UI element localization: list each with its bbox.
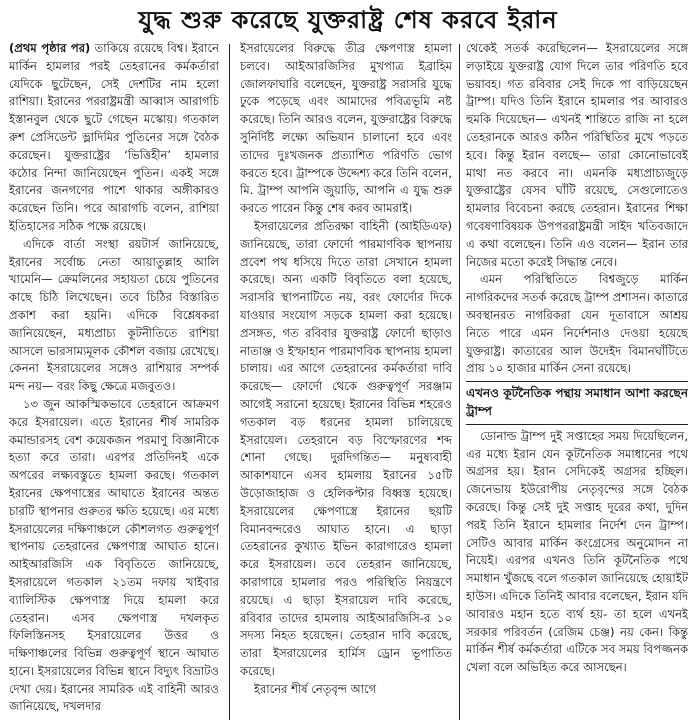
section-divider bbox=[466, 424, 688, 425]
page-headline: যুদ্ধ শুরু করেছে যুক্তরাষ্ট্র শেষ করবে ইরান bbox=[138, 6, 558, 34]
column-divider bbox=[459, 44, 460, 720]
paragraph: ইসরায়েলের বিরুদ্ধে তীব্র ক্ষেপণাস্ত্র হামলা চলবে। আইআরজিসির মুখপাত্র ইব্রাহিম জোলফাঘারি বলেছেন, যুক্তরাষ্ট্র সরাসরি যুদ্ধে ঢুকে পড়েছে এবং আমাদের পবিত্রভূমি নষ্ট করেছে। তিনি আরও বলেন, যুক্তরাষ্ট্রের বিরুদ্ধে সুনির্দিষ্ট লক্ষ্যে অভিযান চালানো হবে এবং তাদের দুঃখজনক প্রত্যাশিত পরিণতি ভোগ করতে হবে। ট্রাম্পকে উদ্দেশ্য করে তিনি বলেন, মি. ট্রাম্প আপনি জুয়াড়ি, আপনি এ যুদ্ধ শুরু করতে পারেন কিন্তু শেষ করব আমরাই। bbox=[240, 41, 452, 216]
paragraph: ইরানের শীর্ষ নেতৃবৃন্দ আগে bbox=[254, 681, 377, 696]
paragraph: থেকেই সতর্ক করেছিলেন— ইসরায়েলের সঙ্গে লড়াইয়ে যুক্তরাষ্ট্র যোগ দিলে তার পরিণতি হবে ভয়াবহ। গত রবিবার সেই দিকে পা বাড়িয়েছেন ট্রাম্প। যদিও তিনি ইরানে হামলার পর আবারও হুমকি দিয়েছেন— এখনই শান্তিতে রাজি না হলে তেহরানকে আরও কঠিন পরিস্থিতির মুখে পড়তে হবে। কিন্তু ইরান বলছে— তারা কোনোভাবেই মাথা নত করবে না। এমনকি মধ্যপ্রাচ্যজুড়ে যুক্তরাষ্ট্রের যেসব ঘাঁটি রয়েছে, সেগুলোতেও হামলার বিবেচনা করছে তেহরান। ইরানের শিক্ষা গবেষণাবিষয়ক উপপররাষ্ট্রমন্ত্রী সাইদ খতিবজাদে এ কথা বলেছেন। তিনি এও বলেন— ইরান তার নিজের মতো করেই সিদ্ধান্ত নেবে। bbox=[466, 41, 688, 269]
continuation-label: (প্রথম পৃষ্ঠার পর) bbox=[9, 41, 91, 55]
paragraph: ডোনাল্ড ট্রাম্প দুই সপ্তাহের সময় দিয়েছিলেন, এর মধ্যে ইরান যেন কূটনৈতিক সমাধানের পথে অগ্রসর হয়। ইরান সেদিকেই অগ্রসর হচ্ছিল। জেনেভায় ইউরোপীয় নেতৃবৃন্দের সঙ্গে বৈঠক করেছে। কিন্তু সেই দুই সপ্তাহ দূরের কথা, দুদিন পরই তিনি ইরানে হামলার নির্দেশ দেন ট্রাম্প। সেটিও আবার মার্কিন কংগ্রেসের অনুমোদন না নিয়েই। এরপর এখনও তিনি কূটনৈতিক পথে সমাধান খুঁজছে বলে গতকাল জানিয়েছে হোয়াইট হাউস। এদিকে তিনিই আবার বলেছেন, ইরান যদি আবারও মহান হতে ব্যর্থ হয়- তা হলে এখনই সরকার পরিবর্তন (রেজিম চেঞ্জ) নয় কেন। কিন্তু মার্কিন শীর্ষ কর্মকর্তারা এটিকে সব সময় বিপজ্জনক খেলা বলে অভিহিত করে আসছেন। bbox=[466, 428, 688, 675]
paragraph: ১৩ জুন আকস্মিকভাবে তেহরানে আক্রমণ করে ইসরায়েল। এতে ইরানের শীর্ষ সামরিক কমান্ডারসহ বেশ কয়েকজন পরমাণু বিজ্ঞানীকে হত্যা করে তারা। এরপর প্রতিদিনই একে অপরের লক্ষ্যবস্তুতে হামলা করছে। গতকাল ইরানের ক্ষেপণাস্ত্রের আঘাতে ইরানের অন্তত চারটি স্থাপনার গুরুতর ক্ষতি হয়েছে। এর মধ্যে ইসরায়েলের দক্ষিণাঞ্চলে কৌশলগত গুরুত্বপূর্ণ স্থাপনায় তেহরানের ক্ষেপণাস্ত্র আঘাত হানে। আইআরজিসি এক বিবৃতিতে জানিয়েছে, ইসরায়েলে গতকাল ২১তম দফায় খাইবার ব্যালিস্টিক ক্ষেপণাস্ত্র দিয়ে হামলা করে তেহরান। এসব ক্ষেপণাস্ত্র দখলকৃত ফিলিস্তিনসহ ইসরায়েলের উত্তর ও দক্ষিণাঞ্চলের বিভিন্ন গুরুত্বপূর্ণ স্থানে আঘাত হানে। ইসরায়েলের বিভিন্ন স্থানে বিদ্যুৎ বিভ্রাটও দেখা দেয়। ইরানের সামরিক এই বাহিনী আরও জানিয়েছে, দখলদার bbox=[9, 396, 219, 714]
paragraph: এমন পরিস্থিতিতে বিশ্বজুড়ে মার্কিন নাগরিকদের সতর্ক করেছে ট্রাম্প প্রশাসন। কাতারে অবস্থানরত নাগরিকরা যেন দূতাবাসে আশ্রয় নিতে পারে এমন নির্দেশনাও দেওয়া হয়েছে যুক্তরাষ্ট্র। কাতারের আল উদেইদ বিমানঘাঁটিতে প্রায় ১০ হাজার মার্কিন সেনা রয়েছে। bbox=[466, 272, 688, 376]
column-divider bbox=[229, 44, 230, 720]
article-column-1 bbox=[9, 40, 219, 723]
article-column-2 bbox=[240, 40, 452, 723]
article-column-3 bbox=[466, 40, 688, 723]
paragraph: ইসরায়েলের প্রতিরক্ষা বাহিনী (আইডিএফ) জানিয়েছে, তারা ফোর্দো পারমাণবিক স্থাপনায় প্রবেশ পথ ধসিয়ে দিতে তারা সেখানে হামলা করেছে। অন্য একটি বিবৃতিতে বলা হয়েছে, সরাসরি স্থাপনাটিতে নয়, বরং ফোর্দোর দিকে যাওয়ার সংযোগ সড়কে হামলা করা হয়েছে। প্রসঙ্গত, গত রবিবার যুক্তরাষ্ট্র ফোর্দো ছাড়াও নাতাঞ্জ ও ইস্ফাহান পারমাণবিক স্থাপনায় হামলা চালায়। এর আগে তেহরানের কর্মকর্তারা দাবি করেছে— ফোর্দো থেকে গুরুত্বপূর্ণ সরঞ্জাম আগেই সরানো হয়েছে। ইরানের বিভিন্ন শহরেও গতকাল বড় ধরনের হামলা চালিয়েছে ইসরায়েল। তেহরানে বড় বিস্ফোরণের শব্দ শোনা গেছে। দুরদিগন্তিত— মনুষ্যবাহী আকাশযানে এসব হামলায় ইরানের ১৫টি উড়োজাহাজ ও হেলিকপ্টার বিধ্বস্ত হয়েছে। ইসরায়েলের ক্ষেপণাস্ত্রে ইরানের ছয়টি বিমানবন্দরেও আঘাত হানে। এ ছাড়া তেহরানের কুখ্যাত ইভিন কারাগারেও হামলা করে ইসরায়েল। তবে তেহরান জানিয়েছে, কারাগারে হামলার পরও পরিস্থিতি নিয়ন্ত্রণে রয়েছে। এ ছাড়া ইসরায়েল দাবি করেছে, রবিবার তাদের হামলায় আইআরজিসি-র ১০ সদস্য নিহত হয়েছেন। তেহরান দাবি করেছে, তারা ইসরায়েলের হার্মিস ড্রোন ভূপাতিত করেছে। bbox=[240, 218, 452, 678]
sub-headline: এখনও কূটনৈতিক পন্থায় সমাধান আশা করছেন ট্রাম্প bbox=[466, 386, 688, 418]
paragraph-text: তাকিয়ে রয়েছে বিশ্ব। ইরানে মার্কিন হামলার পরই তেহরানের কর্মকর্তারা যেদিকে ছুটেছেন, সেই দেশটির নাম হলো রাশিয়া। ইরানের পররাষ্ট্রমন্ত্রী আব্বাস আরাগচি ইস্তানবুল থেকে ছুটে গেছেন মস্কোয়। গতকাল রুশ প্রেসিডেন্ট ভ্লাদিমির পুতিনের সঙ্গে বৈঠক করেছেন। যুক্তরাষ্ট্রের ‘ভিত্তিহীন’ হামলার কঠোর নিন্দা জানিয়েছেন পুতিন। একই সঙ্গে ইরানের জনগণের পাশে থাকার অঙ্গীকারও করেছেন তিনি। পরে আরাগচি বলেন, রাশিয়া ইতিহাসের সঠিক পক্ষে রয়েছে। bbox=[9, 41, 219, 233]
paragraph: এদিকে বার্তা সংস্থা রয়টার্স জানিয়েছে, ইরানের সর্বোচ্চ নেতা আয়াতুল্লাহ আলি খামেনি— ক্রেমলিনের সহায়তা চেয়ে পুতিনের কাছে চিঠি লিখেছেন। তবে চিঠির বিস্তারিত প্রকাশ করা হয়নি। এদিকে বিশ্লেষকরা জানিয়েছেন, মধ্যপ্রাচ্য কূটনীতিতে রাশিয়া আসলে ভারসাম্যমূলক কৌশল বজায় রেখেছে। কেননা ইসরায়েলের সঙ্গেও রাশিয়ার সম্পর্ক মন্দ নয়— বরং কিছু ক্ষেত্রে মজবুতও। bbox=[9, 236, 219, 394]
paragraph bbox=[9, 40, 219, 236]
section-divider bbox=[466, 381, 688, 382]
